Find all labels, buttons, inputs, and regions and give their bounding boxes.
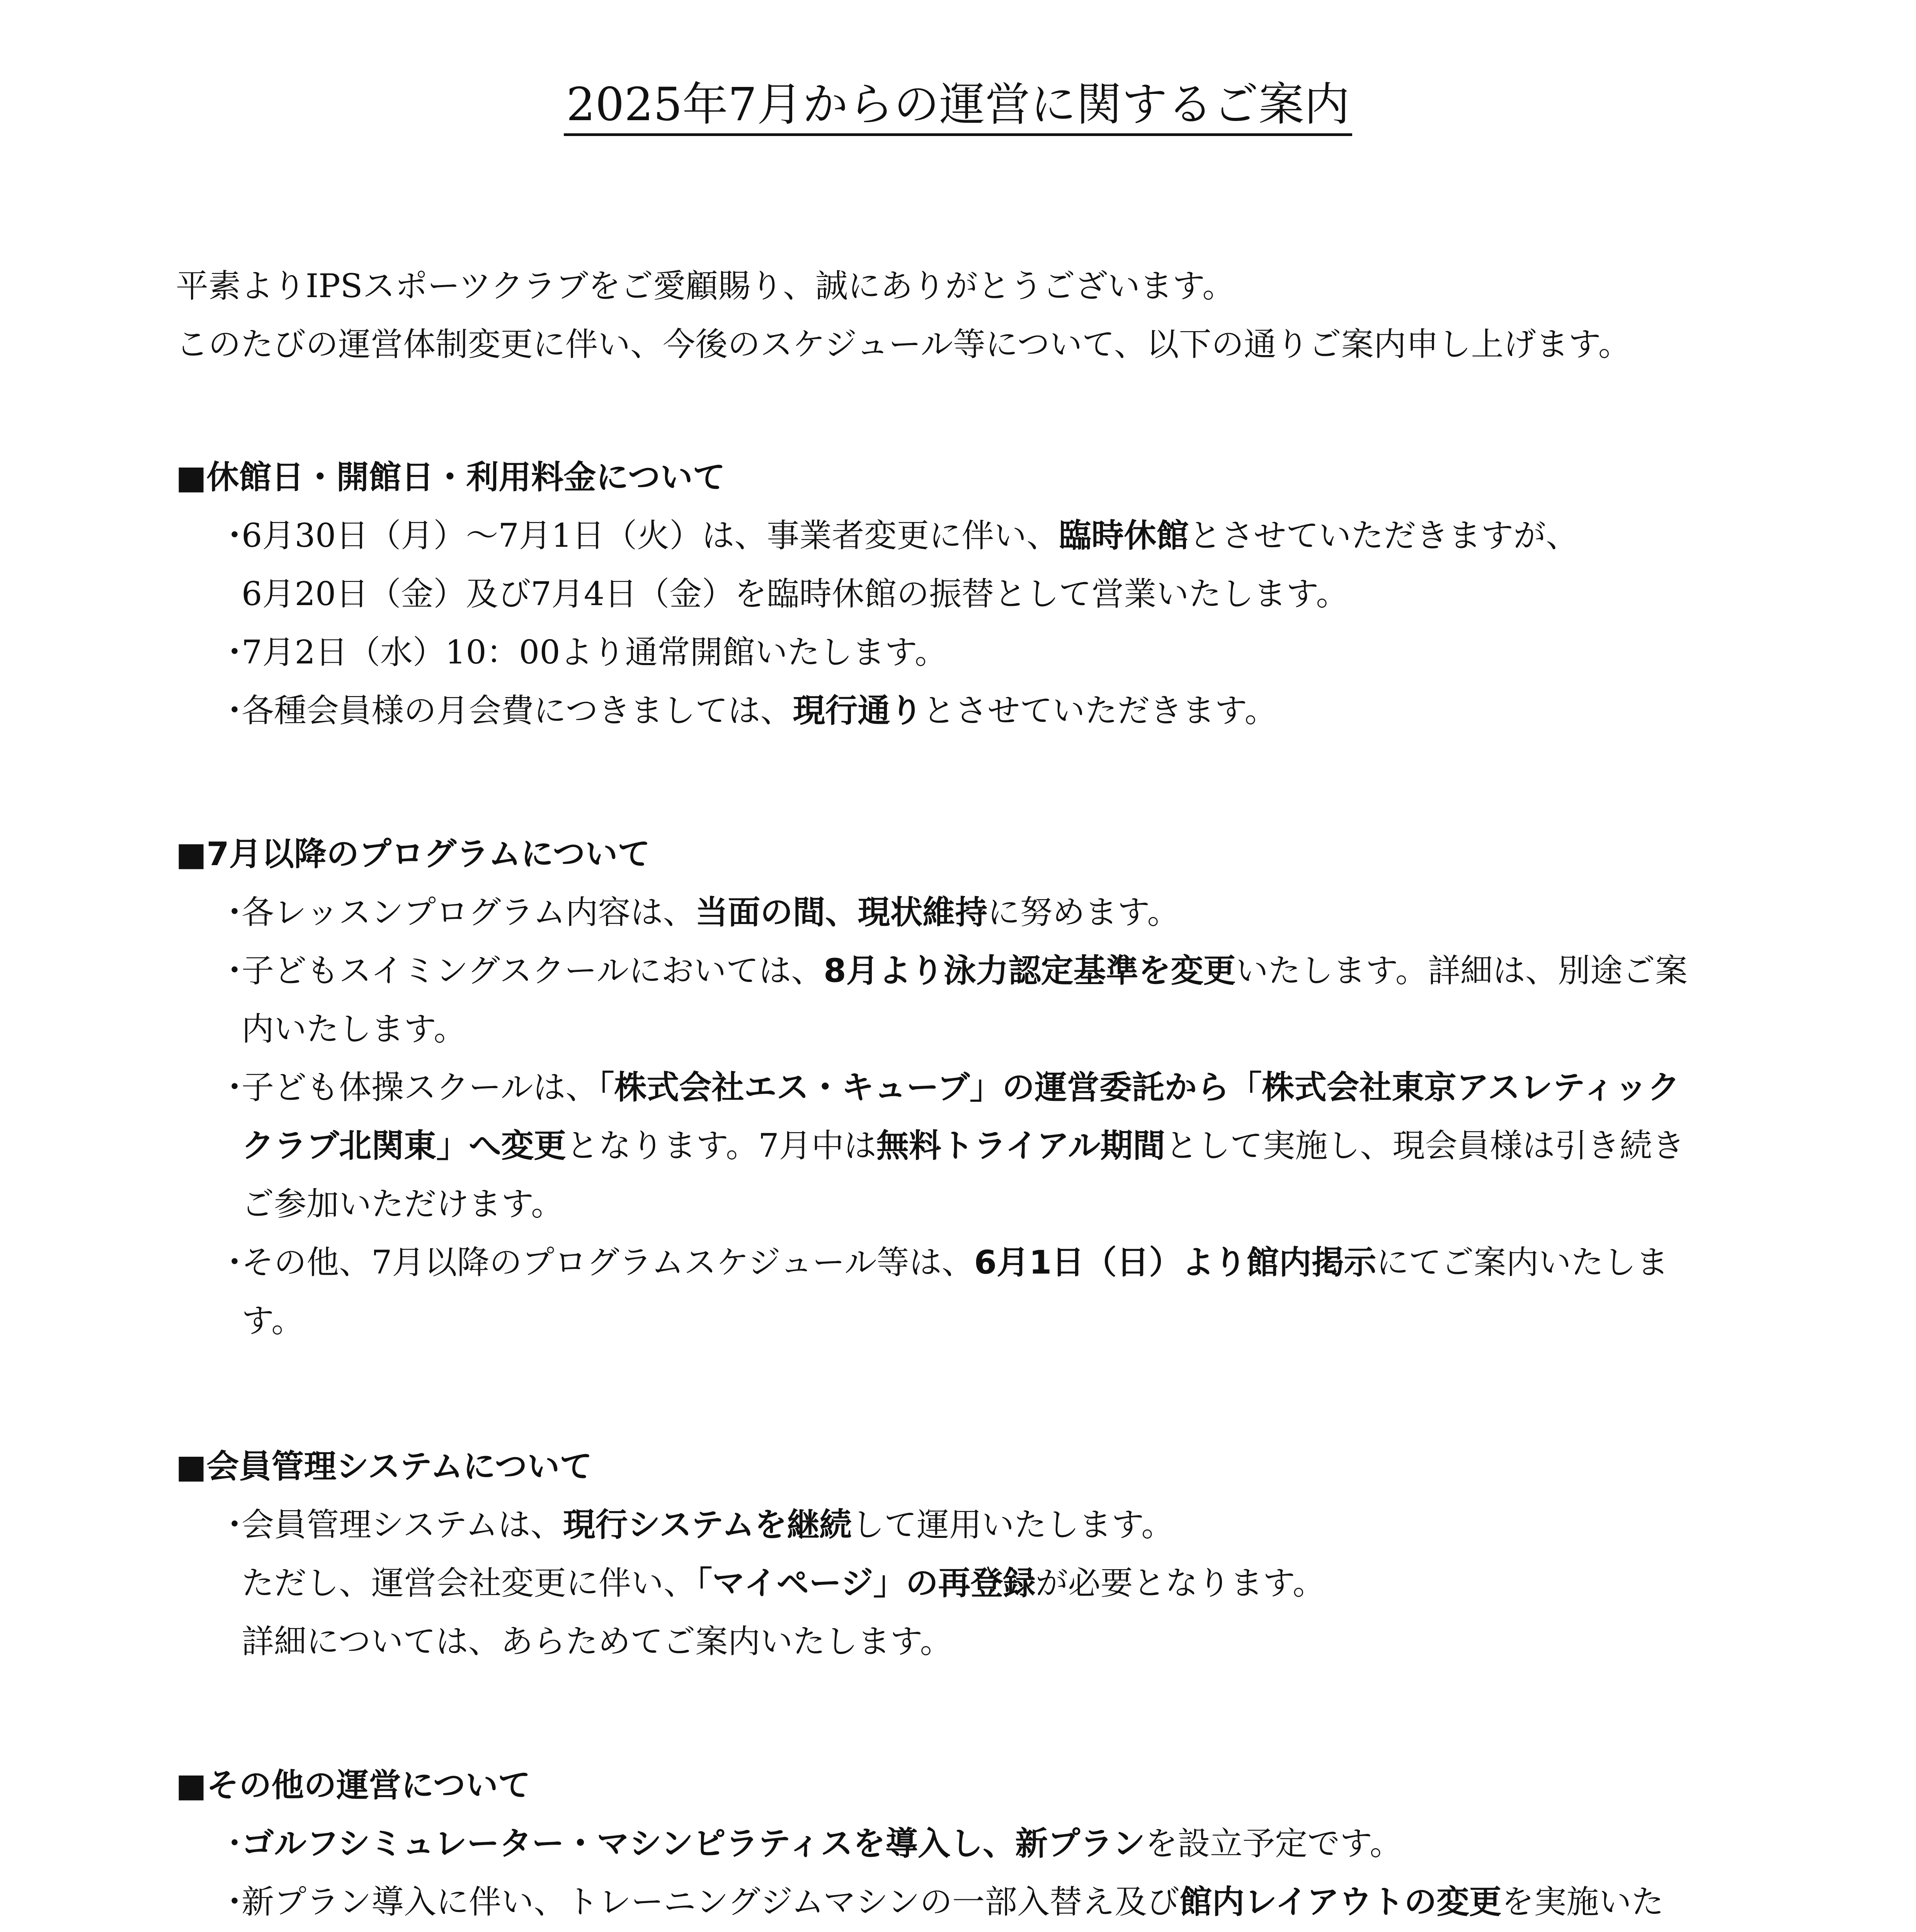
section-programs — [176, 825, 1760, 1350]
list-item: ・ 会員管理システムは、現行システムを継続して運用いたします。 — [218, 1506, 1174, 1544]
section-heading: ■休館日・開館日・利用料金について — [176, 458, 725, 496]
list-item: ・ ゴルフシミュレーター・マシンピラティスを導入し、新プランを設立予定です。 — [218, 1825, 1402, 1862]
list-item-continuation: 詳細については、あらためてご案内いたします。 — [242, 1622, 953, 1660]
list-item-continuation: 内いたします。 — [242, 1010, 466, 1048]
section-other-operations — [176, 1756, 1760, 1932]
section-closures-fees — [176, 448, 1760, 740]
list-item: ・ 7月2日（水）10：00より通常開館いたします。 — [218, 633, 947, 671]
list-item: ・ 子どもスイミングスクールにおいては、8月より泳力認定基準を変更いたします。詳細は、別途ご案 — [218, 952, 1688, 990]
list-item: ・ 新プラン導入に伴い、トレーニングジムマシンの一部入替え及び館内レイアウトの変更を実施いた — [218, 1883, 1664, 1921]
intro-line: このたびの運営体制変更に伴い、今後のスケジュール等について、以下の通りご案内申し上げます。 — [176, 325, 1631, 363]
section-heading: ■会員管理システムについて — [176, 1447, 592, 1485]
bullet: ・ — [218, 517, 251, 554]
intro-line: 平素よりIPSスポーツクラブをご愛顧賜り、誠にありがとうございます。 — [176, 267, 1235, 305]
section-member-system — [176, 1437, 1760, 1671]
section-heading: ■7月以降のプログラムについて — [176, 835, 650, 873]
list-item: ・ 各レッスンプログラム内容は、当面の間、現状維持に努めます。 — [218, 893, 1180, 931]
list-item-continuation: クラブ北関東」へ変更となります。7月中は無料トライアル期間として実施し、現会員様は引き続き — [242, 1127, 1685, 1165]
intro-paragraph — [176, 257, 1760, 374]
list-item-continuation: 6月20日（金）及び7月4日（金）を臨時休館の振替として営業いたします。 — [242, 575, 1349, 613]
list-item-continuation: ただし、運営会社変更に伴い、「マイページ」の再登録が必要となります。 — [242, 1564, 1325, 1602]
list-item: ・ 6月30日（月）〜7月1日（火）は、事業者変更に伴い、臨時休館とさせていただきますが、 — [176, 507, 1760, 565]
section-heading: ■その他の運営について — [176, 1766, 531, 1804]
list-item: ・ 子ども体操スクールは、「株式会社エス・キューブ」の運営委託から「株式会社東京アスレティック — [218, 1068, 1680, 1106]
list-item-continuation: す。 — [242, 1302, 304, 1340]
list-item: ・ その他、7月以降のプログラムスケジュール等は、6月1日（日）より館内掲示にてご案内いたしま — [218, 1243, 1669, 1281]
page-title: 2025年7月からの運営に関するご案内 — [0, 75, 1916, 133]
list-item-continuation: ご参加いただけます。 — [242, 1185, 564, 1223]
list-item: ・ 各種会員様の月会費につきましては、現行通りとさせていただきます。 — [218, 692, 1277, 730]
